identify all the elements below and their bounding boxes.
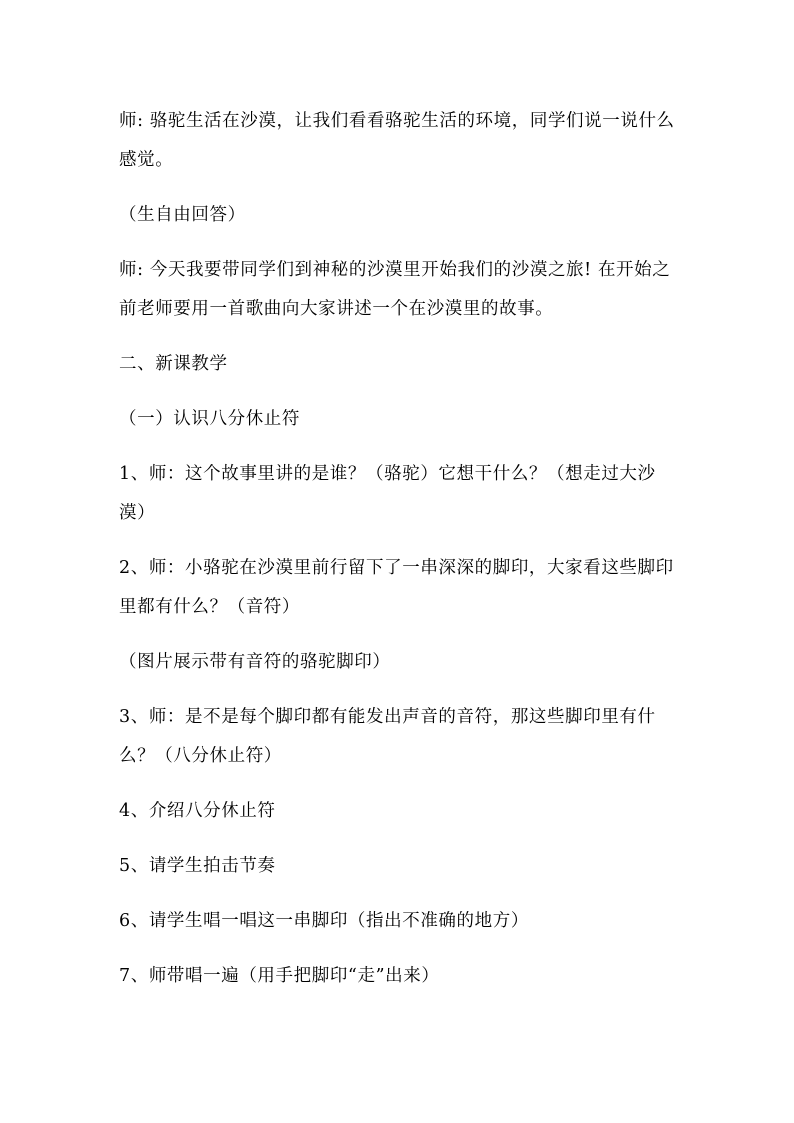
- list-item-1: 1、师：这个故事里讲的是谁？（骆驼）它想干什么？（想走过大沙漠）: [119, 464, 656, 523]
- paragraph-image-note: （图片展示带有音符的骆驼脚印）: [119, 652, 391, 672]
- list-item-2: 2、师：小骆驼在沙漠里前行留下了一串深深的脚印，大家看这些脚印里都有什么？（音符）: [119, 558, 674, 617]
- document-body: [119, 102, 679, 1012]
- section-heading-new-lesson: 二、新课教学: [119, 354, 228, 374]
- list-item-7: 7、师带唱一遍（用手把脚印“走”出来）: [119, 966, 440, 986]
- subsection-heading-eighth-rest: （一）认识八分休止符: [119, 409, 300, 429]
- paragraph-teacher-desert-intro: 师: 骆驼生活在沙漠，让我们看看骆驼生活的环境，同学们说一说什么感觉。: [119, 111, 675, 170]
- list-item-6: 6、请学生唱一唱这一串脚印（指出不准确的地方）: [119, 911, 529, 931]
- paragraph-teacher-journey: 师: 今天我要带同学们到神秘的沙漠里开始我们的沙漠之旅! 在开始之前老师要用一首歌曲向大家讲述一个在沙漠里的故事。: [119, 260, 671, 319]
- list-item-4: 4、介绍八分休止符: [119, 801, 276, 821]
- list-item-3: 3、师：是不是每个脚印都有能发出声音的音符，那这些脚印里有什么？（八分休止符）: [119, 707, 656, 766]
- paragraph-student-answer: （生自由回答）: [119, 205, 246, 225]
- list-item-5: 5、请学生拍击节奏: [119, 856, 276, 876]
